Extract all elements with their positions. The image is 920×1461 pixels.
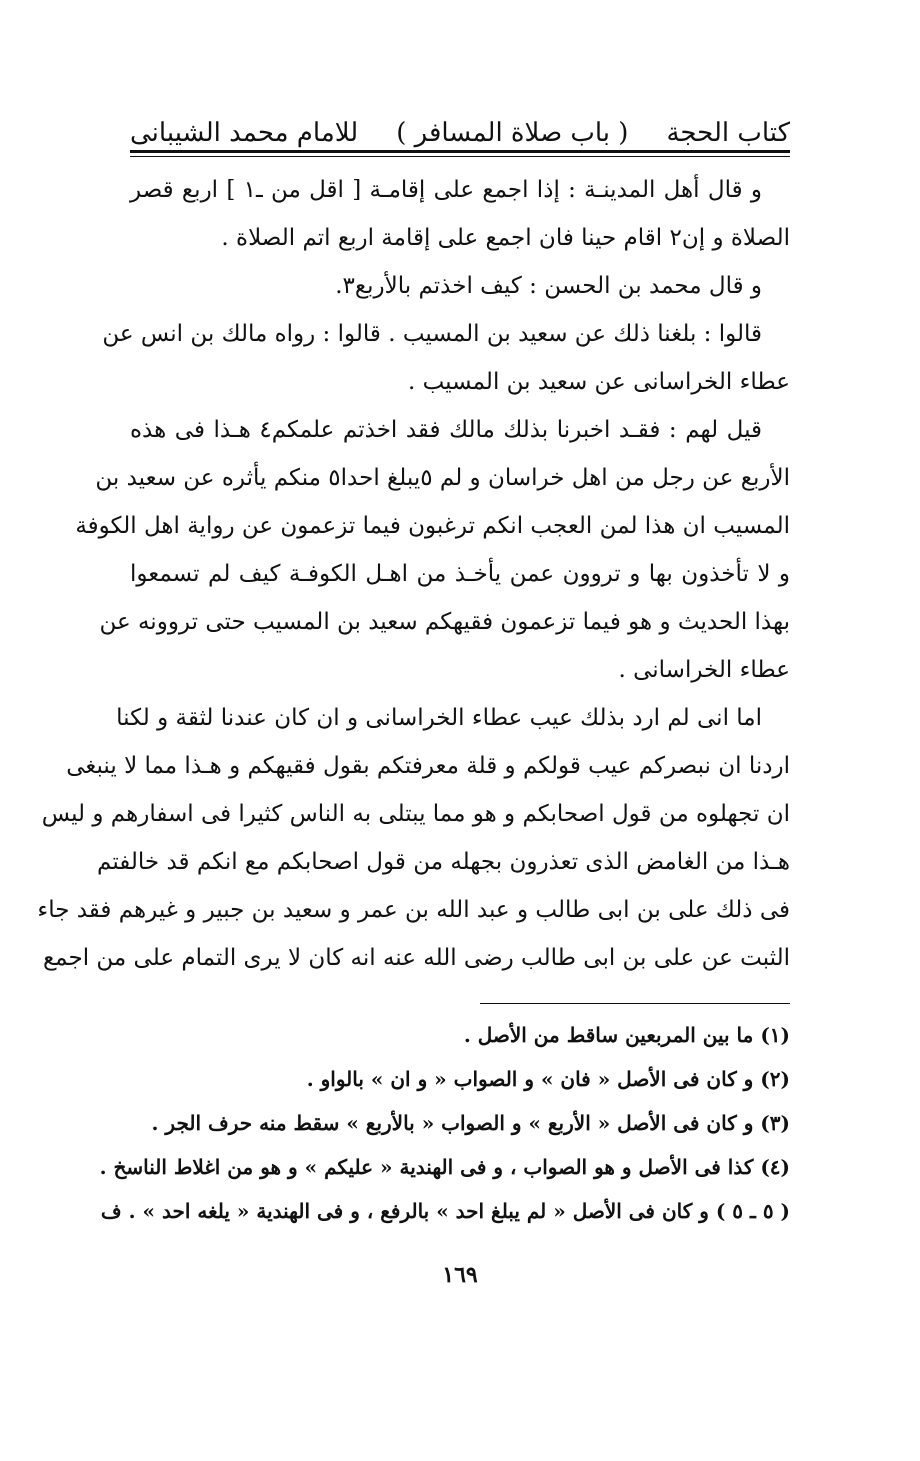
text-line: الأربع عن رجل من اهل خراسان و لم ٥يبلغ احدا٥ منكم يأثره عن سعيد بن (95, 465, 790, 491)
footnote-separator (480, 1003, 790, 1004)
text-line: هـذا من الغامض الذى تعذرون بجهله من قول اصحابكم مع انكم قد خالفتم (97, 849, 790, 875)
text-line: عطاء الخراسانى . (618, 657, 790, 683)
text-line: اردنا ان نبصركم عيب قولكم و قلة معرفتكم بقول فقيهكم و هـذا مما لا ينبغى (66, 753, 790, 779)
text-line: و قال محمد بن الحسن : كيف اخذتم بالأربع٣. (335, 273, 762, 299)
footnote: ( ٥ ـ ٥ ) و كان فى الأصل « لم يبلغ احد » بالرفع ، و فى الهندية « يلغه احد » . ف (100, 1199, 790, 1223)
main-text (37, 166, 790, 982)
text-line: ان تجهلوه من قول اصحابكم و هو مما يبتلى به الناس كثيرا فى اسفارهم و ليس (41, 801, 790, 827)
text-line: عطاء الخراسانى عن سعيد بن المسيب . (407, 369, 790, 395)
footnotes (99, 1013, 790, 1233)
author-name: للامام محمد الشيبانى (130, 118, 359, 148)
page-number: ١٦٩ (442, 1262, 478, 1288)
running-header (130, 96, 790, 146)
book-title: كتاب الحجة (666, 118, 790, 148)
footnote: (٤) كذا فى الأصل و هو الصواب ، و فى الهندية « عليكم » و هو من اغلاط الناسخ . (99, 1155, 790, 1179)
text-line: اما انى لم ارد بذلك عيب عطاء الخراسانى و ان كان عندنا لثقة و لكنا (116, 705, 762, 731)
text-line: قيل لهم : فقـد اخبرنا بذلك مالك فقد اخذتم علمكم٤ هـذا فى هذه (130, 417, 762, 443)
text-line: قالوا : بلغنا ذلك عن سعيد بن المسيب . قالوا : رواه مالك بن انس عن (102, 321, 762, 347)
text-line: و لا تأخذون بها و تروون عمن يأخـذ من اهـل الكوفـة كيف لم تسمعوا (130, 561, 790, 587)
footnote: (٢) و كان فى الأصل « فان » و الصواب « و ان » بالواو . (306, 1067, 790, 1091)
text-line: الصلاة و إن٢ اقام حينا فان اجمع على إقامة اربع اتم الصلاة . (221, 225, 790, 251)
footnote: (١) ما بين المربعين ساقط من الأصل . (463, 1023, 790, 1047)
header-rule-thin (130, 156, 790, 157)
text-line: و قال أهل المدينـة : إذا اجمع على إقامـة [ اقل من ـ١ ] اربع قصر (130, 177, 762, 203)
text-line: فى ذلك على بن ابى طالب و عبد الله بن عمر و سعيد بن جبير و غيرهم فقد جاء (37, 897, 790, 923)
text-line: بهذا الحديث و هو فيما تزعمون فقيهكم سعيد بن المسيب حتى تروونه عن (99, 609, 790, 635)
footnote: (٣) و كان فى الأصل « الأربع » و الصواب « بالأربع » سقط منه حرف الجر . (151, 1111, 790, 1135)
header-rule-thick (130, 150, 790, 153)
text-line: المسيب ان هذا لمن العجب انكم ترغبون فيما تزعمون عن رواية اهل الكوفة (75, 513, 790, 539)
text-line: الثبت عن على بن ابى طالب رضى الله عنه انه كان لا يرى التمام على من اجمع (42, 945, 790, 971)
chapter-title: ( باب صلاة المسافر ) (396, 118, 629, 148)
